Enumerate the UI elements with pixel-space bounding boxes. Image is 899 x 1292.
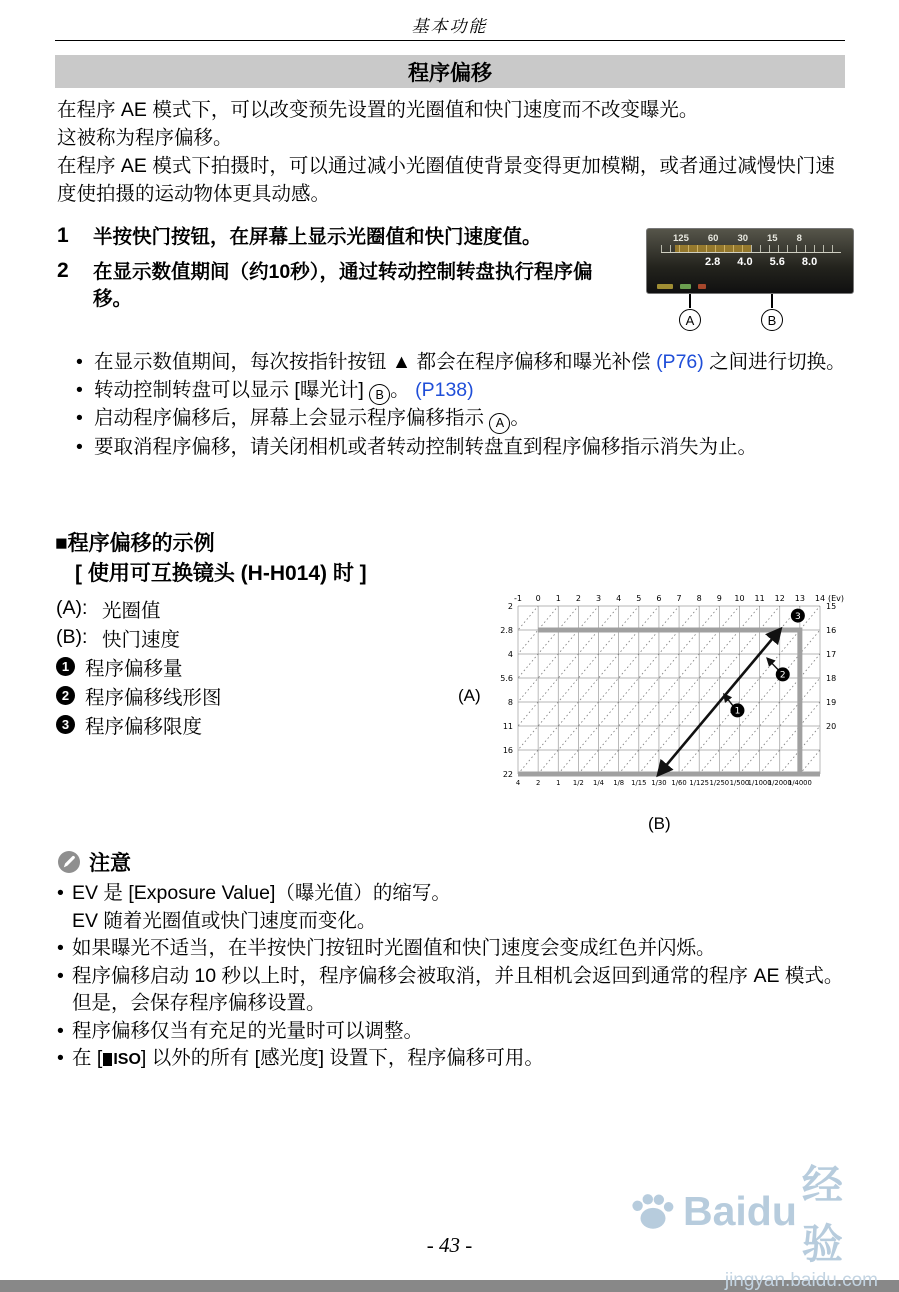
legend-marker: (A): [56, 597, 88, 619]
numbered-badge-3: 3 [56, 715, 75, 734]
chart-legend [56, 594, 476, 739]
lcd-pointer-b [771, 294, 773, 308]
lcd-shutter-value: 125 [673, 233, 689, 244]
watermark-suffix: 经验 [801, 1162, 843, 1267]
circled-a-label: A [489, 413, 510, 434]
svg-text:2: 2 [535, 779, 541, 787]
svg-text:1/2: 1/2 [572, 779, 584, 787]
intro-line-3: 在程序 AE 模式下拍摄时，可以通过减小光圈值使背景变得更加模糊，或者通过减慢快门速度使拍摄的运动物体更具动感。 [57, 155, 835, 205]
notes-heading [57, 847, 131, 877]
lcd-aperture-scale [647, 253, 853, 268]
svg-text:1/8: 1/8 [613, 779, 625, 787]
svg-text:18: 18 [826, 674, 837, 683]
running-header: 基本功能 [411, 17, 488, 36]
svg-text:19: 19 [826, 698, 837, 707]
step-text: 在显示数值期间（约10秒），通过转动控制转盘执行程序偏移。 [93, 261, 593, 310]
watermark-url: jingyan.baidu.com [724, 1270, 878, 1291]
svg-text:2: 2 [575, 594, 581, 603]
note-item [57, 963, 849, 1018]
lcd-exposure-meter [661, 245, 841, 253]
svg-text:1: 1 [556, 779, 561, 787]
svg-text:13: 13 [794, 594, 805, 603]
svg-text:14: 14 [814, 594, 826, 603]
svg-text:1/15: 1/15 [631, 779, 647, 787]
legend-item-shift-graph [56, 681, 476, 710]
svg-text:2: 2 [779, 670, 786, 681]
svg-text:1: 1 [734, 706, 741, 717]
svg-text:3: 3 [595, 594, 602, 603]
lcd-aperture-value: 2.8 [705, 256, 721, 268]
svg-text:22: 22 [502, 770, 513, 779]
note-item [57, 935, 849, 963]
legend-text: 程序偏移量 [85, 657, 183, 680]
note-text: EV 随着光圈值或快门速度而变化。 [72, 909, 377, 932]
lcd-aperture-value: 4.0 [737, 256, 753, 268]
note-item [57, 880, 849, 935]
svg-text:1/60: 1/60 [671, 779, 687, 787]
camera-lcd-image [646, 228, 854, 294]
svg-text:0: 0 [535, 594, 541, 603]
note-text: • 程序偏移启动 10 秒以上时，程序偏移会被取消，并且相机会返回到通常的程序 AE 模式。但是，会保存程序偏移设置。 [72, 964, 844, 1014]
intro-line-1: 在程序 AE 模式下，可以改变预先设置的光圈值和快门速度而不改变曝光。 [57, 99, 699, 121]
bullet-list [76, 349, 848, 462]
svg-text:4: 4 [507, 650, 513, 659]
lcd-label-b-circle: B [761, 309, 783, 331]
svg-text:15: 15 [826, 602, 837, 611]
bullet-text: 启动程序偏移后，屏幕上会显示程序偏移指示 [94, 407, 490, 430]
intro-paragraph [57, 96, 847, 208]
lcd-indicator [680, 284, 691, 289]
svg-text:2: 2 [507, 602, 513, 611]
svg-text:1/125: 1/125 [689, 779, 709, 787]
svg-text:1/500: 1/500 [729, 779, 750, 787]
step-number: 1 [57, 224, 69, 247]
program-shift-chart-wrap [492, 590, 852, 808]
legend-item-shift-amount [56, 652, 476, 681]
step-text: 半按快门按钮，在屏幕上显示光圈值和快门速度值。 [93, 226, 542, 248]
baidu-watermark [628, 1152, 878, 1292]
intro-line-2: 这被称为程序偏移。 [57, 127, 233, 149]
svg-text:16: 16 [502, 746, 513, 755]
svg-text:1/2000: 1/2000 [767, 779, 792, 787]
bullet-text: 。 [390, 378, 416, 401]
header-divider [55, 40, 845, 41]
baidu-paw-icon [628, 1186, 678, 1236]
lcd-label-a-circle: A [679, 309, 701, 331]
bullet-text: 要取消程序偏移，请关闭相机或者转动控制转盘直到程序偏移指示消失为止。 [94, 436, 758, 458]
numbered-badge-2: 2 [56, 686, 75, 705]
bullet-item [76, 434, 848, 462]
svg-text:5.6: 5.6 [500, 674, 513, 683]
program-shift-chart [492, 590, 852, 808]
lcd-status-row [657, 284, 843, 290]
chart-axis-label-a: (A) [458, 686, 481, 705]
svg-text:11: 11 [502, 722, 513, 731]
svg-text:20: 20 [826, 722, 837, 731]
watermark-brand: Baidu [683, 1187, 797, 1234]
note-pencil-icon [57, 850, 81, 874]
svg-text:3: 3 [794, 611, 801, 622]
legend-marker: (B): [56, 626, 88, 648]
svg-text:1/30: 1/30 [651, 779, 667, 787]
lcd-aperture-value: 5.6 [769, 256, 785, 268]
page-title: 程序偏移 [408, 61, 492, 85]
svg-text:9: 9 [716, 594, 722, 603]
note-text: • 程序偏移仅当有充足的光量时可以调整。 [72, 1019, 424, 1042]
page-ref-link-p138[interactable]: (P138) [415, 378, 474, 401]
svg-text:1: 1 [555, 594, 561, 603]
bullet-text: 转动控制转盘可以显示 [曝光计] [94, 378, 370, 401]
page-number: - 43 - [426, 1233, 473, 1257]
svg-text:5: 5 [636, 594, 642, 603]
svg-text:1/1000: 1/1000 [747, 779, 772, 787]
legend-item-shift-limit [56, 710, 476, 739]
example-heading: ■程序偏移的示例 [55, 532, 215, 555]
lcd-shutter-scale [647, 229, 853, 244]
svg-text:6: 6 [656, 594, 662, 603]
lcd-meter-highlight [675, 245, 751, 252]
svg-text:16: 16 [826, 626, 837, 635]
svg-text:1/4: 1/4 [593, 779, 605, 787]
numbered-badge-1: 1 [56, 657, 75, 676]
legend-text: 光圈值 [102, 599, 161, 622]
lcd-indicator [698, 284, 706, 289]
svg-text:2.8: 2.8 [500, 626, 513, 635]
svg-text:8: 8 [507, 698, 513, 707]
svg-text:-1: -1 [514, 594, 522, 603]
note-text: • EV 是 [Exposure Value]（曝光值）的缩写。 [72, 882, 451, 904]
legend-item-aperture [56, 594, 476, 623]
note-item [57, 1018, 849, 1046]
svg-text:4: 4 [616, 594, 622, 603]
bullet-item [76, 405, 848, 434]
svg-text:8: 8 [696, 594, 702, 603]
example-subheading: [ 使用可互换镜头 (H-H014) 时 ] [75, 562, 367, 585]
svg-text:12: 12 [774, 594, 785, 603]
intelligent-iso-icon [103, 1053, 112, 1066]
notes-list [57, 880, 849, 1074]
lcd-pointer-a [689, 294, 691, 308]
svg-text:4: 4 [515, 779, 521, 787]
notes-title: 注意 [89, 852, 131, 875]
svg-text:(Ev): (Ev) [828, 594, 845, 603]
page-ref-link-p76[interactable]: (P76) [656, 351, 704, 373]
bullet-text: 在显示数值期间，每次按指针按钮 ▲ 都会在程序偏移和曝光补偿 [94, 351, 657, 373]
lcd-indicator [657, 284, 673, 289]
lcd-shutter-value: 15 [767, 233, 778, 244]
svg-text:10: 10 [734, 594, 745, 603]
legend-text: 程序偏移限度 [85, 715, 203, 738]
note-text: ] 以外的所有 [感光度] 设置下，程序偏移可用。 [140, 1047, 544, 1069]
chart-axis-label-b: (B) [648, 814, 671, 833]
legend-text: 程序偏移线形图 [85, 686, 222, 709]
note-item-iso [57, 1045, 849, 1074]
note-text: • 如果曝光不适当，在半按快门按钮时光圈值和快门速度会变成红色并闪烁。 [72, 937, 716, 959]
bullet-text: 之间进行切换。 [703, 351, 846, 373]
step-number: 2 [57, 259, 69, 282]
step-list [57, 224, 622, 321]
bullet-item [76, 349, 848, 377]
svg-text:1/250: 1/250 [709, 779, 730, 787]
bullet-item [76, 377, 848, 406]
lcd-shutter-value: 8 [796, 233, 802, 244]
legend-item-shutter [56, 623, 476, 652]
svg-text:11: 11 [754, 594, 765, 603]
section-title-bar [55, 55, 845, 88]
lcd-shutter-value: 60 [707, 233, 719, 244]
svg-text:17: 17 [826, 650, 837, 659]
iso-label: ISO [113, 1051, 141, 1068]
step-item-2 [57, 259, 622, 313]
svg-text:1/4000: 1/4000 [787, 779, 812, 787]
step-item-1 [57, 224, 622, 251]
note-text: 在 [ [72, 1047, 103, 1069]
svg-text:7: 7 [676, 594, 682, 603]
lcd-aperture-value: 8.0 [801, 256, 818, 268]
bullet-text: 。 [510, 407, 530, 430]
circled-b-label: B [369, 384, 390, 405]
legend-text: 快门速度 [102, 628, 181, 651]
lcd-shutter-value: 30 [737, 233, 749, 244]
